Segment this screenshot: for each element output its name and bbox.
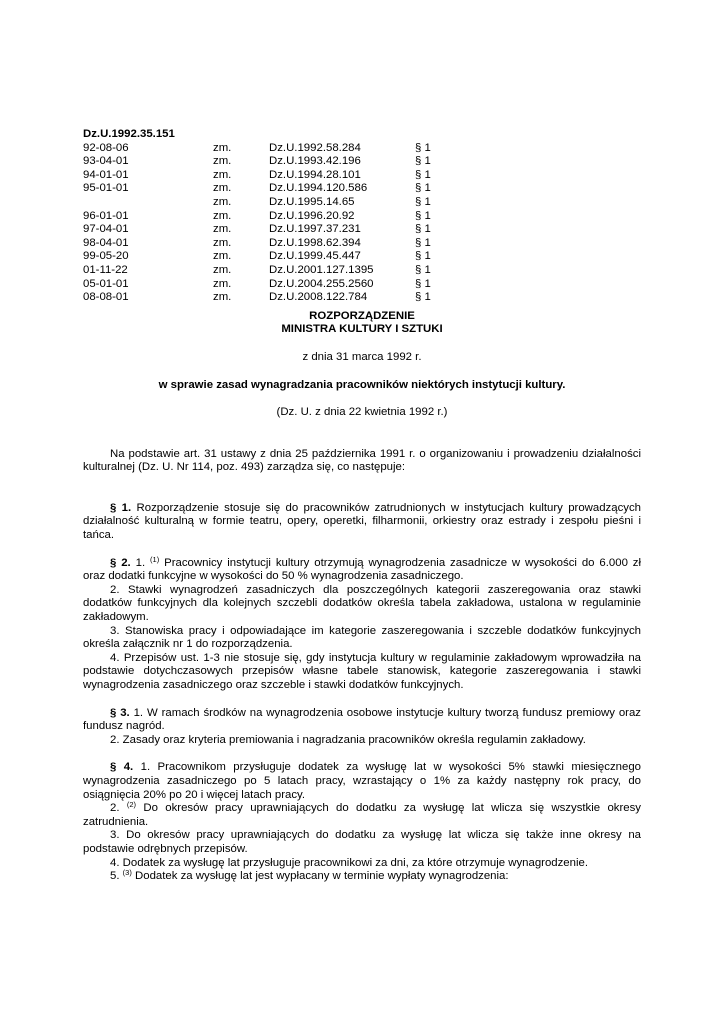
section-1 (83, 502, 641, 543)
amendment-row (83, 155, 641, 169)
footnote-ref-3: (3) (122, 868, 132, 878)
amendment-date: 99-05-20 (83, 250, 129, 263)
amendment-row (83, 250, 641, 264)
amendment-date: 95-01-01 (83, 182, 129, 195)
amendment-reference: Dz.U.1992.58.284 (269, 141, 361, 154)
amendment-reference: Dz.U.1997.37.231 (269, 223, 361, 236)
amendment-paragraph: § 1 (415, 277, 431, 290)
amendment-row (83, 237, 641, 251)
amendment-date: 93-04-01 (83, 155, 129, 168)
subject-line: w sprawie zasad wynagradzania pracowników niektórych instytucji kultury. (158, 378, 566, 391)
amendment-paragraph: § 1 (415, 223, 431, 236)
amendment-marker: zm. (213, 155, 232, 168)
amendment-marker: zm. (213, 195, 232, 208)
amendment-marker: zm. (213, 277, 232, 290)
section-2-p1-text: Pracownicy instytucji kultury otrzymują wynagrodzenia zasadnicze w wysokości do 6.000 zł oraz dodatki funkcyjne w wysokości do 50 % wynagrodzenia zasadniczego. (83, 556, 642, 583)
amendment-reference: Dz.U.2008.122.784 (269, 291, 368, 304)
section-4 (83, 761, 641, 883)
amendment-paragraph: § 1 (415, 182, 431, 195)
section-4-p5-text: Dodatek za wysługę lat jest wypłacany w terminie wypłaty wynagrodzenia: (135, 870, 509, 883)
amendment-row (83, 142, 641, 156)
amendment-paragraph: § 1 (415, 291, 431, 304)
amendment-marker: zm. (213, 168, 232, 181)
amendment-marker: zm. (213, 182, 232, 195)
amendment-date: 05-01-01 (83, 277, 129, 290)
amendment-paragraph: § 1 (415, 168, 431, 181)
section-1-label: § 1. (110, 501, 132, 514)
publication-info: (Dz. U. z dnia 22 kwietnia 1992 r.) (276, 406, 448, 419)
amendment-date: 98-04-01 (83, 236, 129, 249)
section-2-label: § 2. (110, 556, 131, 569)
amendment-reference: Dz.U.1999.45.447 (269, 250, 361, 263)
amendment-row (83, 223, 641, 237)
amendment-marker: zm. (213, 291, 232, 304)
section-1-text: Rozporządzenie stosuje się do pracowników zatrudnionych w instytucjach kultury prowadzących działalność kulturalną w formie teatru, opery, operetki, filharmonii, orkiestry oraz estrady i zespołu pieśni i tańca. (83, 501, 641, 542)
amendment-paragraph: § 1 (415, 155, 431, 168)
amendments-table (83, 142, 641, 305)
section-3 (83, 707, 641, 748)
amendment-marker: zm. (213, 236, 232, 249)
section-2-p1-num: 1. (135, 556, 146, 569)
amendment-reference: Dz.U.1996.20.92 (269, 209, 355, 222)
section-3-p1-text: 1. W ramach środków na wynagrodzenia osobowe instytucje kultury tworzą fundusz premiowy oraz fundusz nagród. (83, 706, 641, 733)
amendment-reference: Dz.U.1993.42.196 (269, 155, 361, 168)
section-4-label: § 4. (110, 761, 134, 774)
amendment-marker: zm. (213, 263, 232, 276)
section-4-p4: 4. Dodatek za wysługę lat przysługuje pracownikowi za dni, za które otrzymuje wynagrodzenie. (110, 856, 589, 869)
footnote-ref-1: (1) (150, 554, 160, 564)
section-2-p4: 4. Przepisów ust. 1-3 nie stosuje się, gdy instytucja kultury w regulaminie zakładowym wprowadziła na podstawie dotychczasowych przepisów własne tabele stanowisk, kategorie zaszeregowania i stawki wynagrodzenia zasadniczego oraz szczeble i stawki dodatków funkcyjnych. (83, 651, 641, 691)
amendment-reference: Dz.U.1994.120.586 (269, 182, 368, 195)
section-2-p3: 3. Stanowiska pracy i odpowiadające im kategorie zaszeregowania i szczeble dodatków funkcyjnych określa załącznik nr 1 do rozporządzenia. (83, 624, 641, 651)
section-4-p2-text: Do okresów pracy uprawniających do dodatku za wysługę lat wlicza się wszystkie okresy zatrudnienia. (83, 802, 641, 828)
amendment-paragraph: § 1 (415, 141, 431, 154)
title-line1: ROZPORZĄDZENIE (309, 309, 415, 322)
amendment-marker: zm. (213, 250, 232, 263)
amendment-date: 97-04-01 (83, 223, 129, 236)
amendment-paragraph: § 1 (415, 250, 431, 263)
amendment-paragraph: § 1 (415, 195, 431, 208)
amendment-date (83, 196, 213, 210)
amendment-paragraph: § 1 (415, 263, 431, 276)
amendment-row (83, 182, 641, 196)
amendment-date: 94-01-01 (83, 168, 129, 181)
amendment-row (83, 291, 641, 305)
section-4-p5-num: 5. (110, 870, 120, 883)
section-2 (83, 554, 642, 693)
amendment-date: 96-01-01 (83, 209, 129, 222)
amendment-row (83, 196, 641, 210)
amendment-reference: Dz.U.2004.255.2560 (269, 277, 374, 290)
amendment-reference: Dz.U.1994.28.101 (269, 168, 361, 181)
amendment-reference: Dz.U.1998.62.394 (269, 236, 361, 249)
section-4-p1-text: 1. Pracownikom przysługuje dodatek za wysługę lat w wysokości 5% stawki miesięcznego wynagrodzenia zasadniczego po 5 latach pracy, wzrastający o 1% za każdy następny rok pracy, do osiągnięcia 20% po 20 i więcej latach pracy. (83, 761, 641, 801)
section-4-p3: 3. Do okresów pracy uprawniających do dodatku za wysługę lat wlicza się także inne okresy na podstawie odrębnych przepisów. (83, 829, 641, 855)
document-content (83, 128, 641, 884)
amendment-row (83, 210, 641, 224)
amendment-date: 08-08-01 (83, 291, 129, 304)
section-2-p2: 2. Stawki wynagrodzeń zasadniczych dla poszczególnych kategorii zaszeregowania oraz stawki dodatków funkcyjnych dla kolejnych szczebli dodatków określa tabela zakładowa, ustalona w regulaminie zakładowym. (83, 583, 641, 624)
amendment-row (83, 278, 641, 292)
amendment-marker: zm. (213, 209, 232, 222)
section-3-label: § 3. (110, 706, 130, 719)
amendment-date: 01-11-22 (83, 263, 128, 276)
amendment-reference: Dz.U.1995.14.65 (269, 195, 355, 208)
amendment-paragraph: § 1 (415, 236, 431, 249)
amendment-marker: zm. (213, 223, 232, 236)
section-4-p2-num: 2. (110, 802, 120, 815)
footnote-ref-2: (2) (126, 800, 137, 810)
amendment-paragraph: § 1 (415, 209, 431, 222)
amendment-reference: Dz.U.2001.127.1395 (269, 263, 374, 276)
title-line2: MINISTRA KULTURY I SZTUKI (281, 323, 443, 336)
amendment-marker: zm. (213, 141, 232, 154)
amendment-row (83, 264, 641, 278)
preamble: Na podstawie art. 31 ustawy z dnia 25 października 1991 r. o organizowaniu i prowadzeniu działalności kulturalnej (Dz. U. Nr 114, poz. 493) zarządza się, co następuje: (83, 447, 641, 474)
section-3-p2: 2. Zasady oraz kryteria premiowania i nagradzania pracowników określa regulamin zakładowy. (110, 733, 586, 746)
amendment-date: 92-08-06 (83, 141, 129, 154)
act-identifier: Dz.U.1992.35.151 (83, 128, 175, 140)
title-block (83, 310, 641, 337)
amendment-row (83, 169, 641, 183)
issue-date: z dnia 31 marca 1992 r. (302, 350, 422, 363)
